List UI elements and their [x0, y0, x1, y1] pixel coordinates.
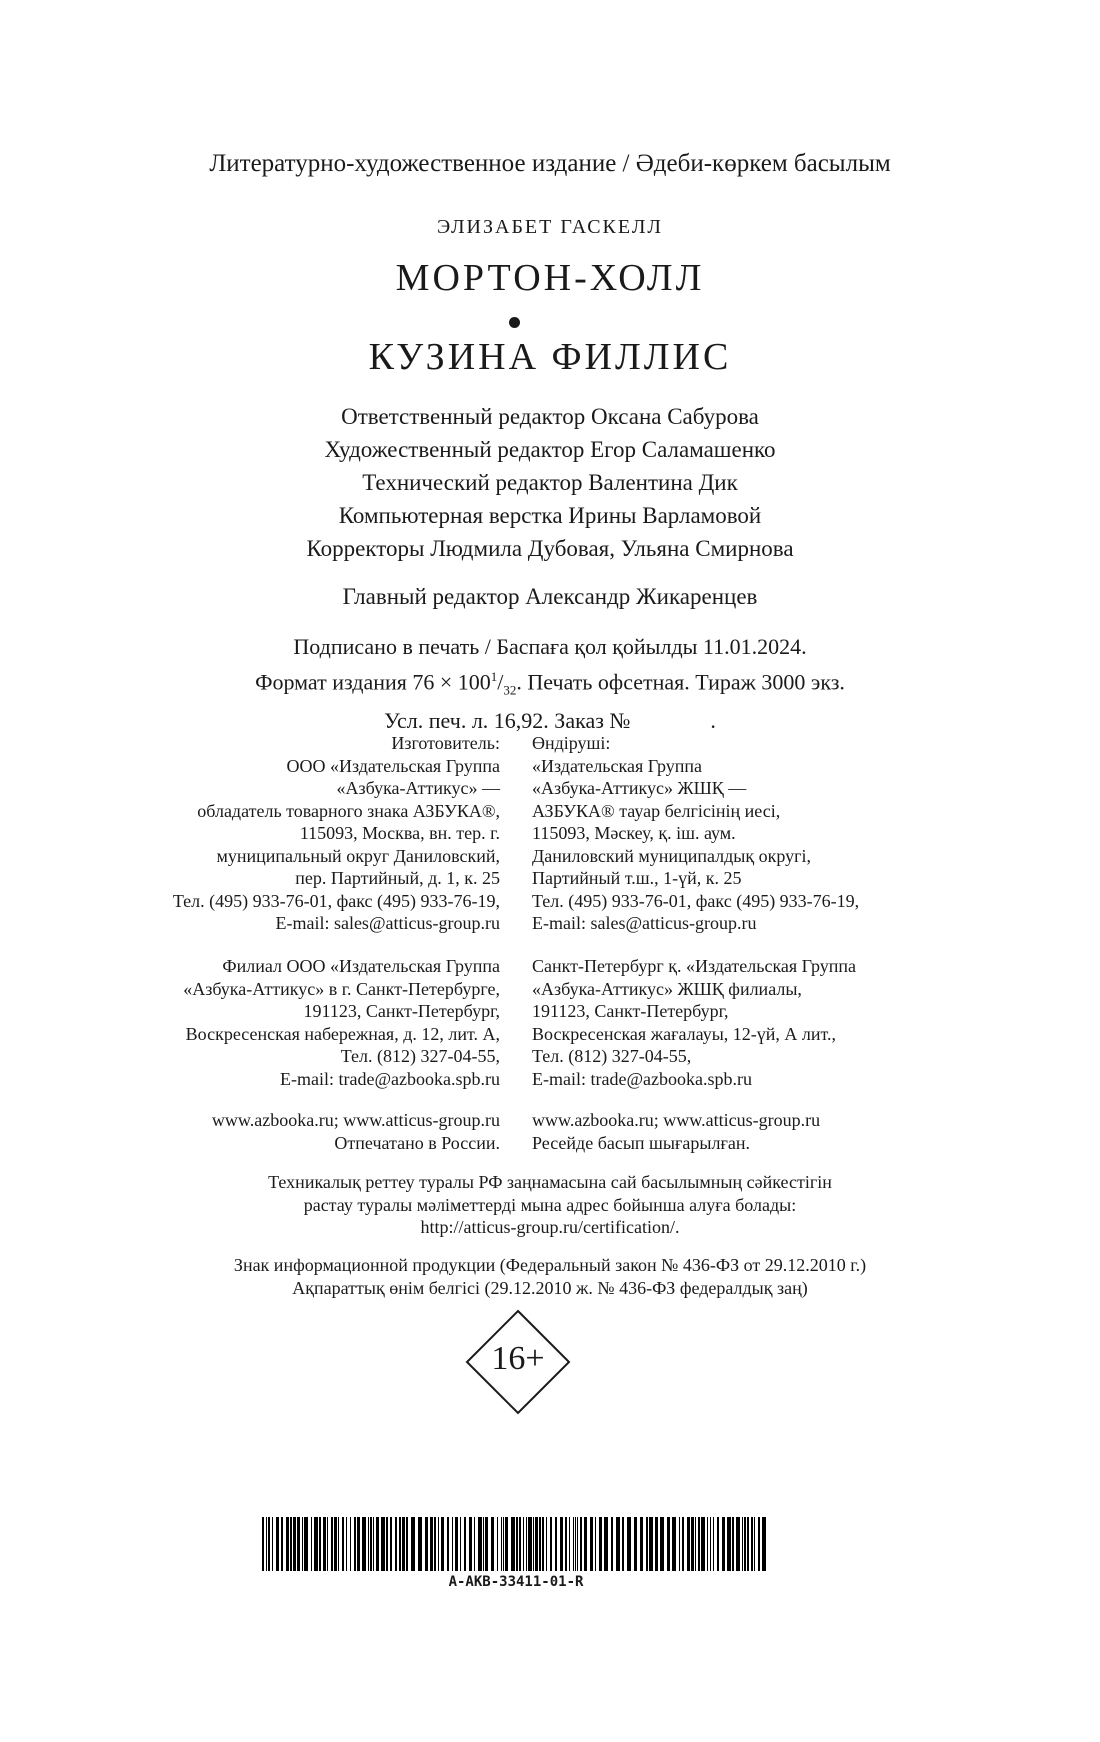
- barcode-bar: [402, 1517, 405, 1571]
- barcode-bar: [311, 1517, 312, 1571]
- barcode-bar: [616, 1517, 620, 1571]
- barcode-bar: [262, 1517, 264, 1571]
- barcode-bar: [751, 1517, 753, 1571]
- barcode-bar: [381, 1517, 385, 1571]
- barcode-bar: [331, 1517, 333, 1571]
- barcode-bar: [399, 1517, 401, 1571]
- barcode-bar: [354, 1517, 356, 1571]
- barcode-bar: [599, 1517, 602, 1571]
- barcode: [262, 1517, 770, 1571]
- barcode-bar: [323, 1517, 326, 1571]
- barcode-bar: [434, 1517, 436, 1571]
- barcode-bar: [577, 1517, 578, 1571]
- barcode-bar: [584, 1517, 587, 1571]
- barcode-bar: [505, 1517, 508, 1571]
- barcode-bar: [762, 1517, 766, 1571]
- credit-line: Художественный редактор Егор Саламашенко: [324, 437, 776, 462]
- barcode-bar: [511, 1517, 515, 1571]
- barcode-bar: [286, 1517, 289, 1571]
- barcode-bar: [304, 1517, 308, 1571]
- barcode-bar: [754, 1517, 755, 1571]
- barcode-bar: [406, 1517, 408, 1571]
- barcode-bar: [533, 1517, 534, 1571]
- barcode-bar: [469, 1517, 472, 1571]
- barcode-bar: [368, 1517, 369, 1571]
- barcode-bar: [701, 1517, 705, 1571]
- title-separator-dot: [509, 317, 520, 328]
- barcode-bar: [707, 1517, 708, 1571]
- barcode-bar: [744, 1517, 746, 1571]
- barcode-bar: [604, 1517, 608, 1571]
- barcode-bar: [425, 1517, 428, 1571]
- barcode-bar: [655, 1517, 658, 1571]
- barcode-bar: [611, 1517, 613, 1571]
- barcode-bar: [595, 1517, 596, 1571]
- book-title-2: КУЗИНА ФИЛЛИС: [368, 336, 732, 378]
- credit-line: Ответственный редактор Оксана Сабурова: [341, 404, 759, 429]
- barcode-bar: [695, 1517, 696, 1571]
- credit-line: Компьютерная верстка Ирины Варламовой: [338, 503, 762, 528]
- barcode-bar: [293, 1517, 296, 1571]
- book-title-1: МОРТОН-ХОЛЛ: [395, 257, 705, 299]
- barcode-bar: [758, 1517, 760, 1571]
- barcode-bar: [679, 1517, 680, 1571]
- barcode-bar: [622, 1517, 624, 1571]
- barcode-bar: [478, 1517, 482, 1571]
- credit-line: Технический редактор Валентина Дик: [362, 470, 738, 495]
- web-kz: www.azbooka.ru; www.atticus-group.ru Ресейде басып шығарылған.: [532, 1110, 821, 1153]
- barcode-bar: [646, 1517, 648, 1571]
- barcode-bar: [370, 1517, 372, 1571]
- barcode-bar: [266, 1517, 267, 1571]
- barcode-bar: [357, 1517, 360, 1571]
- barcode-bar: [580, 1517, 582, 1571]
- barcode-bar: [667, 1517, 670, 1571]
- barcode-bar: [569, 1517, 570, 1571]
- barcode-bar: [698, 1517, 700, 1571]
- author-name: ЭЛИЗАБЕТ ГАСКЕЛЛ: [437, 216, 663, 238]
- barcode-bar: [672, 1517, 676, 1571]
- format-line: Формат издания $76 \times 100^1/_{32}$. Печать офсетная. Тираж 3000 экз.: [255, 669, 845, 698]
- barcode-bar: [535, 1517, 538, 1571]
- branch-kz: Санкт-Петербург қ. «Издательская Группа «Азбука-Аттикус» ЖШҚ филиалы, 191123, Санкт-Петербург, Воскресенская жағалауы, 12-үй, А лит., Тел. (812) 327-04-55, E-mail: trade@azbooka.spb.ru: [532, 956, 856, 1089]
- barcode-bar: [732, 1517, 734, 1571]
- barcode-bar: [297, 1517, 300, 1571]
- barcode-bar: [327, 1517, 328, 1571]
- barcode-bar: [660, 1517, 664, 1571]
- barcode-bar: [314, 1517, 318, 1571]
- barcode-bar: [268, 1517, 270, 1571]
- barcode-bar: [523, 1517, 524, 1571]
- barcode-bar: [346, 1517, 347, 1571]
- barcode-bar: [539, 1517, 541, 1571]
- barcode-bar: [590, 1517, 593, 1571]
- barcode-bar: [565, 1517, 567, 1571]
- barcode-bar: [362, 1517, 366, 1571]
- barcode-bar: [649, 1517, 653, 1571]
- barcode-bar: [441, 1517, 444, 1571]
- barcode-bar: [682, 1517, 684, 1571]
- barcode-bar: [497, 1517, 498, 1571]
- barcode-bar: [290, 1517, 292, 1571]
- barcode-bar: [691, 1517, 694, 1571]
- barcode-bar: [272, 1517, 273, 1571]
- barcode-bar: [464, 1517, 466, 1571]
- barcode-bar: [455, 1517, 458, 1571]
- barcode-bar: [575, 1517, 576, 1571]
- web-ru: www.azbooka.ru; www.atticus-group.ru Отпечатано в России.: [211, 1110, 500, 1153]
- barcode-bar: [555, 1517, 557, 1571]
- barcode-bar: [550, 1517, 552, 1571]
- barcode-bar: [528, 1517, 532, 1571]
- barcode-bar: [526, 1517, 527, 1571]
- barcode-bar: [713, 1517, 714, 1571]
- barcode-bar: [742, 1517, 743, 1571]
- barcode-bar: [640, 1517, 643, 1571]
- barcode-bar: [519, 1517, 521, 1571]
- barcode-bar: [319, 1517, 321, 1571]
- barcode-bar: [687, 1517, 690, 1571]
- barcode-bar: [373, 1517, 374, 1571]
- barcode-bar: [546, 1517, 547, 1571]
- information-product-mark: Знак информационной продукции (Федеральный закон № 436-ФЗ от 29.12.2010 г.) Ақпараттық өнім белгісі (29.12.2010 ж. № 436-ФЗ федералдық заң): [233, 1255, 867, 1298]
- chief-editor: Главный редактор Александр Жикаренцев: [342, 584, 758, 609]
- barcode-bar: [485, 1517, 488, 1571]
- barcode-bar: [338, 1517, 339, 1571]
- barcode-text: A-AKB-33411-01-R: [448, 1574, 584, 1590]
- barcode-bar: [516, 1517, 518, 1571]
- signed-date: Подписано в печать / Баспаға қол қойылды 11.01.2024.: [293, 634, 807, 659]
- barcode-bar: [334, 1517, 337, 1571]
- editorial-credits: [0, 400, 1100, 565]
- barcode-bar: [573, 1517, 574, 1571]
- barcode-bar: [634, 1517, 637, 1571]
- order-line: Усл. печ. л. 16,92. Заказ № .: [384, 707, 716, 733]
- barcode-bar: [727, 1517, 731, 1571]
- barcode-bar: [390, 1517, 392, 1571]
- barcode-bar: [722, 1517, 725, 1571]
- barcode-bar: [438, 1517, 439, 1571]
- barcode-bar: [460, 1517, 461, 1571]
- branch-ru: Филиал ООО «Издательская Группа «Азбука-Аттикус» в г. Санкт-Петербурге, 191123, Санкт-Петербург, Воскресенская набережная, д. 12, лит. А, Тел. (812) 327-04-55, E-mail: trade@azbooka.spb.ru: [183, 956, 500, 1089]
- barcode-bar: [560, 1517, 563, 1571]
- barcode-bar: [717, 1517, 719, 1571]
- barcode-bar: [483, 1517, 484, 1571]
- barcode-bar: [376, 1517, 379, 1571]
- barcode-bar: [342, 1517, 344, 1571]
- barcode-bar: [350, 1517, 351, 1571]
- barcode-bar: [491, 1517, 494, 1571]
- barcode-bar: [386, 1517, 388, 1571]
- barcode-bar: [281, 1517, 283, 1571]
- certification-note: Техникалық реттеу туралы РФ заңнамасына сай басылымның сәйкестігін растау туралы мәліметтерді мына адрес бойынша алуға болады: http://atticus-group.ru/certification/.: [268, 1172, 832, 1237]
- barcode-bar: [747, 1517, 749, 1571]
- barcode-bar: [501, 1517, 502, 1571]
- barcode-bar: [447, 1517, 449, 1571]
- barcode-bar: [474, 1517, 475, 1571]
- credit-line: Корректоры Людмила Дубовая, Ульяна Смирнова: [306, 536, 794, 561]
- barcode-bar: [503, 1517, 504, 1571]
- barcode-bar: [395, 1517, 397, 1571]
- barcode-bar: [452, 1517, 453, 1571]
- manufacturer-kz: Өндіруші: «Издательская Группа «Азбука-Аттикус» ЖШҚ — АЗБУКА® тауар белгісінің иесі, 115093, Мәскеу, қ. іш. аум. Даниловский муниципалдық округі, Партийный т.ш., 1-үй, к. 25 Тел. (495) 933-76-01, факс (495) 933-76-19, E-mail: sales@atticus-group.ru: [532, 733, 860, 933]
- edition-type: Литературно-художественное издание / Әдеби-көркем басылым: [209, 150, 891, 177]
- barcode-bar: [276, 1517, 279, 1571]
- barcode-bar: [736, 1517, 740, 1571]
- barcode-bar: [627, 1517, 631, 1571]
- barcode-bar: [302, 1517, 303, 1571]
- barcode-bar: [411, 1517, 415, 1571]
- barcode-bar: [418, 1517, 422, 1571]
- barcode-bar: [430, 1517, 433, 1571]
- barcode-bar: [710, 1517, 711, 1571]
- print-info: [0, 632, 1100, 736]
- age-rating: 16+: [491, 1340, 545, 1377]
- manufacturer-ru: Изготовитель: ООО «Издательская Группа «Азбука-Аттикус» — обладатель товарного знака АЗБУКА®, 115093, Москва, вн. тер. г. муниципальный округ Даниловский, пер. Партийный, д. 1, к. 25 Тел. (495) 933-76-01, факс (495) 933-76-19, E-mail: sales@atticus-group.ru: [172, 733, 500, 933]
- barcode-bar: [542, 1517, 544, 1571]
